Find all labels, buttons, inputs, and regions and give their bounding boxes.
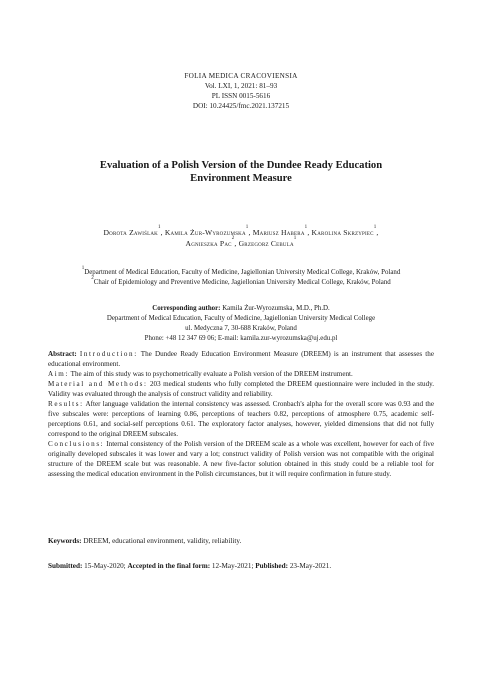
affiliation-text: Department of Medical Education, Faculty of Medicine, Jagiellonian University Medical College, Kraków, Poland: [84, 269, 401, 276]
conclusions-text: Internal consistency of the Polish version of the DREEM scale as a whole was excellent, however for each of five originally developed subscales it was lower and vary a lot; construct validity of Polish version was not compatible with the original structure of the DREEM scale but was reasonable. A new five-factor solution obtained in this study could be a reliable tool for assessing the medical education environment in the Polish circumstances, but it will require confirmation in future study.: [48, 440, 434, 478]
abstract-introduction: [48, 349, 434, 369]
author-affiliation-marker: 1: [245, 225, 249, 230]
section-label-conclusions: Conclusions:: [48, 440, 105, 448]
author-affiliation-marker: 2: [231, 236, 235, 241]
author-name: Grzegorz Cebula: [238, 239, 294, 248]
abstract-results: [48, 399, 434, 439]
journal-header: [0, 71, 482, 111]
affiliation-2: [30, 278, 452, 288]
author-name: Mariusz Habera: [252, 228, 305, 237]
corresponding-author-line: [30, 304, 452, 314]
section-label-methods: Material and Methods:: [48, 380, 148, 388]
published-date: 23-May-2021.: [289, 562, 332, 570]
corresponding-author-label: Corresponding author:: [152, 305, 221, 312]
abstract-conclusions: [48, 439, 434, 479]
affiliation-text: Chair of Epidemiology and Preventive Medicine, Jagiellonian University Medical College, Kraków, Poland: [93, 279, 391, 286]
accepted-date: 12-May-2021;: [211, 562, 254, 570]
submitted-date: 15-May-2020;: [84, 562, 126, 570]
affiliation-marker: 1: [81, 266, 85, 271]
abstract-methods: [48, 379, 434, 399]
affiliations: [30, 268, 452, 288]
section-label-introduction: Introduction:: [79, 350, 138, 358]
article-title: [40, 159, 442, 185]
author-affiliation-marker: 1: [373, 225, 377, 230]
corresponding-author-department: Department of Medical Education, Faculty of Medicine, Jagiellonian University Medical College: [106, 315, 376, 322]
abstract-label: Abstract:: [48, 350, 77, 358]
section-label-aim: Aim:: [48, 370, 69, 378]
author-name: Kamila Żur-Wyrozumska: [164, 228, 246, 237]
author-name: Agnieszka Pac: [185, 239, 232, 248]
author-name: Karolina Skrzypiec: [311, 228, 374, 237]
corresponding-author-address: ul. Medyczna 7, 30-688 Kraków, Poland: [185, 325, 297, 332]
author-affiliation-marker: 1: [293, 236, 297, 241]
title-line-1: Evaluation of a Polish Version of the Dundee Ready Education: [99, 160, 383, 171]
corresponding-author-name: Kamila Żur-Wyrozumska, M.D., Ph.D.: [222, 305, 330, 312]
author-affiliation-marker: 1: [157, 225, 161, 230]
author-affiliation-marker: 1: [304, 225, 308, 230]
title-line-2: Environment Measure: [190, 173, 292, 184]
abstract-aim: [48, 369, 434, 379]
aim-text: The aim of this study was to psychometrically evaluate a Polish version of the DREEM instrument.: [70, 370, 353, 378]
affiliation-marker: 2: [91, 276, 94, 281]
abstract: [48, 349, 434, 479]
keywords-label: Keywords:: [48, 537, 82, 545]
submitted-label: Submitted:: [48, 562, 83, 570]
section-label-results: Results:: [48, 400, 84, 408]
corresponding-author: [30, 304, 452, 344]
introduction-text: The Dundee Ready Education Environment Measure (DREEM) is an instrument that assesses the educational environment.: [48, 350, 434, 368]
journal-issn: PL ISSN 0015-5616: [211, 92, 271, 100]
publication-dates: [48, 561, 434, 571]
corresponding-author-contact: Phone: +48 12 347 69 06; E-mail: kamila.zur-wyrozumska@uj.edu.pl: [144, 335, 338, 342]
keywords: [48, 536, 434, 546]
author-line-1: Dorota Zawiślak$^1$, Kamila Żur-Wyrozumska$^1$, Mariusz Habera$^1$, Karolina Skrzypiec$^1$,: [103, 225, 379, 237]
journal-volume: Vol. LXI, 1, 2021: 81–93: [204, 82, 278, 90]
journal-name: FOLIA MEDICA CRACOVIENSIA: [184, 72, 298, 80]
published-label: Published:: [255, 562, 289, 570]
journal-doi: DOI: 10.24425/fmc.2021.137215: [192, 102, 290, 110]
keywords-text: DREEM, educational environment, validity, reliability.: [83, 537, 242, 545]
author-line-2: Agnieszka Pac$^2$, Grzegorz Cebula$^1$: [185, 236, 297, 248]
results-text: After language validation the internal consistency was assessed. Cronbach's alpha for the overall score was 0.93 and the five subscales were: perceptions of learning 0.86, perceptions of teachers 0.82, perceptions of atmosphere 0.75, academic self-perceptions 0.61, and social-self perceptions 0.61. The exploratory factor analyses, however, yielded dimensions that did not fully correspond to the original DREEM subscales.: [48, 400, 434, 438]
accepted-label: Accepted in the final form:: [127, 562, 211, 570]
methods-text: 203 medical students who fully completed the DREEM questionnaire were included in the study. Validity was evaluated through the analysis of construct validity and reliability.: [48, 380, 434, 398]
author-name: Dorota Zawiślak: [103, 228, 158, 237]
author-list: [38, 227, 444, 249]
